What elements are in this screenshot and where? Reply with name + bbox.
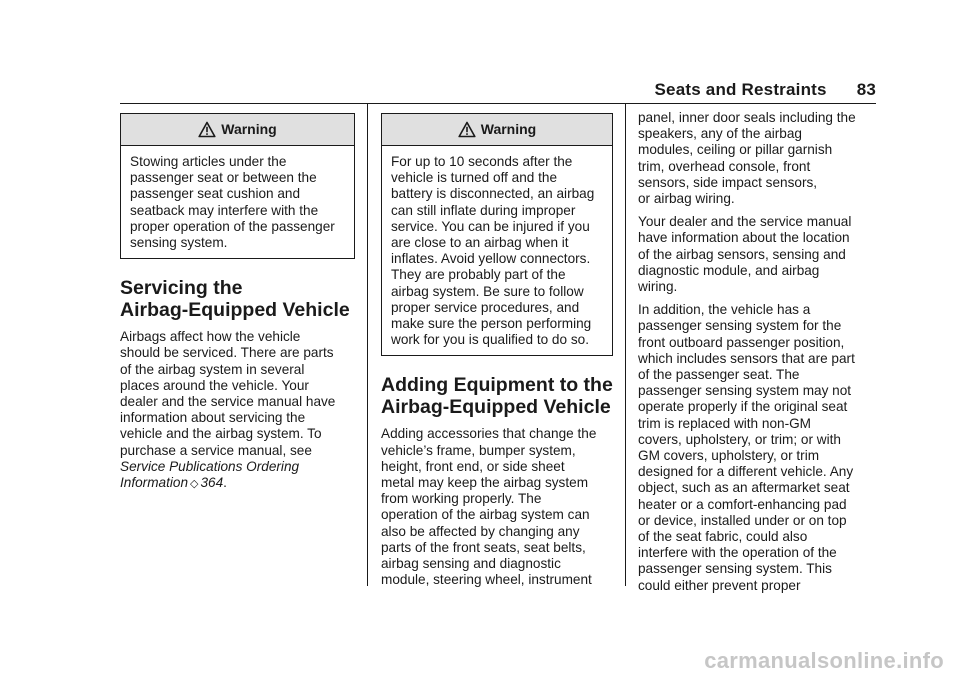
body-line: Airbags affect how the vehicle [120,329,301,345]
body-line: wiring. [638,279,678,295]
body-line: Your dealer and the service manual [638,214,852,230]
body-line: object, such as an aftermarket seat [638,480,850,496]
body-line: or airbag wiring. [638,191,735,207]
body-line: places around the vehicle. Your [120,377,309,393]
body-line: Adding accessories that change the [381,426,597,442]
warning-line: proper service procedures, and [391,299,580,315]
diamond-reference-icon: ◇ [190,478,199,491]
heading-line: Servicing the [120,277,243,300]
body-paragraph [120,329,355,492]
warning-header [121,114,354,146]
warning-body [121,146,354,258]
body-line: metal may keep the airbag system [381,475,589,491]
body-line: airbag sensing and diagnostic [381,556,561,572]
body-line: of the airbag system in several [120,361,305,377]
warning-line: They are probably part of the [391,267,566,283]
warning-line: are close to an airbag when it [391,235,569,251]
reference-period: . [223,475,227,491]
body-line: GM covers, upholstery, or trim [638,448,820,464]
body-line: trim is replaced with non-GM [638,415,811,431]
warning-body [382,146,612,355]
heading-line: Adding Equipment to the [381,374,613,397]
warning-line: For up to 10 seconds after the [391,154,573,169]
reference-link-line-2 [120,475,355,492]
warning-line: passenger seat cushion and [130,186,301,202]
body-paragraph [638,110,878,207]
body-line: trim, overhead console, front [638,158,811,174]
reference-page[interactable]: 364 [200,475,224,491]
body-line: sensors, side impact sensors, [638,174,818,190]
body-paragraph [638,214,878,295]
page-number: 83 [856,80,876,99]
body-line: which includes sensors that are part [638,350,855,366]
column-3 [638,110,878,601]
column-divider-2 [625,104,626,586]
body-line: could either prevent proper [638,577,801,593]
warning-box [120,113,355,259]
warning-line: sensing system. [130,235,228,251]
body-paragraph [381,426,613,588]
body-line: operate properly if the original seat [638,399,848,415]
warning-line: seatback may interfere with the [130,202,319,218]
body-line: height, front end, or side sheet [381,458,565,474]
body-line: of the airbag sensors, sensing and [638,246,846,262]
body-line: have information about the location [638,230,850,246]
header-text [655,80,877,100]
body-line: operation of the airbag system can [381,507,590,523]
warning-line: battery is disconnected, an airbag [391,186,595,202]
warning-triangle-icon [198,121,216,138]
body-line: dealer and the service manual have [120,394,336,410]
body-line: should be serviced. There are parts [120,345,334,361]
body-paragraph [638,302,878,594]
body-line: interfere with the operation of the [638,545,837,561]
warning-line: can still inflate during improper [391,202,576,218]
body-line: parts of the front seats, seat belts, [381,539,586,555]
body-line: or device, installed under or on top [638,512,847,528]
body-line: of the seat fabric, could also [638,529,808,545]
warning-line: make sure the person performing [391,316,592,332]
body-line: module, steering wheel, instrument [381,572,592,588]
warning-line: airbag system. Be sure to follow [391,283,584,299]
body-line: passenger sensing system for the [638,318,842,334]
warning-line: work for you is qualified to do so. [391,332,589,348]
warning-line: inflates. Avoid yellow connectors. [391,251,591,267]
body-line: panel, inner door seals including the [638,110,856,125]
warning-line: passenger seat or between the [130,170,317,186]
page-header [120,80,876,104]
warning-line: vehicle is turned off and the [391,170,558,186]
heading-line: Airbag-Equipped Vehicle [381,396,611,419]
column-divider-1 [367,104,368,586]
header-rule [120,103,876,104]
body-line: of the passenger seat. The [638,367,800,383]
body-line: diagnostic module, and airbag [638,262,820,278]
body-line: purchase a service manual, see [120,442,312,458]
body-line: speakers, any of the airbag [638,126,802,142]
body-line: also be affected by changing any [381,523,580,539]
reference-link-line[interactable]: Service Publications Ordering [120,458,300,474]
body-line: information about servicing the [120,410,306,426]
body-line: front outboard passenger position, [638,334,845,350]
warning-line: service. You can be injured if you [391,218,590,234]
body-line: designed for a different vehicle. Any [638,464,854,480]
body-line: modules, ceiling or pillar garnish [638,142,833,158]
body-line: covers, upholstery, or trim; or with [638,431,841,447]
section-heading [120,277,355,321]
warning-line: Stowing articles under the [130,154,287,169]
body-line: vehicle and the airbag system. To [120,426,322,442]
column-2 [381,113,613,588]
body-line: passenger sensing system. This [638,561,832,577]
watermark: carmanualsonline.info [704,648,944,673]
section-title-header: Seats and Restraints [654,80,827,99]
body-line: vehicle’s frame, bumper system, [381,442,576,458]
warning-title: Warning [221,121,277,138]
reference-link-text[interactable]: Information [120,475,189,491]
body-line: In addition, the vehicle has a [638,302,811,318]
section-heading [381,374,613,418]
warning-triangle-icon [458,121,476,138]
warning-line: proper operation of the passenger [130,218,335,234]
warning-box [381,113,613,356]
body-line: heater or a comfort-enhancing pad [638,496,847,512]
body-line: passenger sensing system may not [638,383,852,399]
column-1 [120,113,355,492]
heading-line: Airbag-Equipped Vehicle [120,299,350,322]
warning-title: Warning [480,121,537,138]
body-line: from working properly. The [381,491,542,507]
warning-header [382,114,612,146]
